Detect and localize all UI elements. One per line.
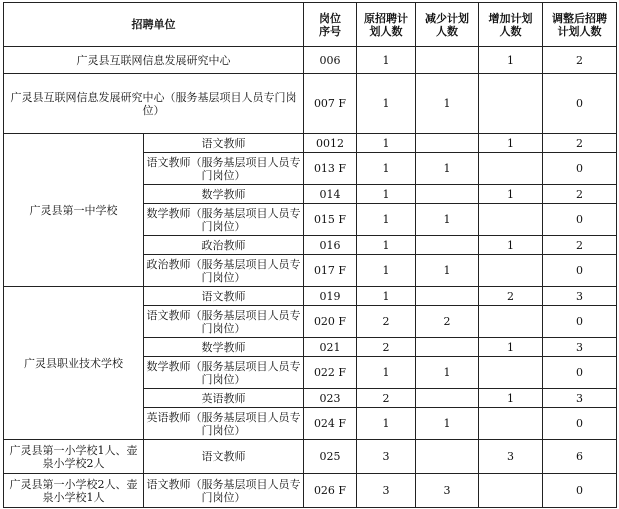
unit-cell: 广灵县互联网信息发展研究中心（服务基层项目人员专门岗位） bbox=[4, 74, 304, 134]
post-cell: 语文教师 bbox=[144, 440, 304, 474]
decrease-cell: 3 bbox=[416, 474, 479, 508]
adjusted-cell: 0 bbox=[543, 74, 617, 134]
table-row bbox=[4, 287, 617, 306]
increase-cell: 3 bbox=[479, 440, 543, 474]
header-unit: 招聘单位 bbox=[4, 3, 304, 47]
decrease-cell bbox=[416, 440, 479, 474]
decrease-cell bbox=[416, 287, 479, 306]
decrease-cell: 1 bbox=[416, 255, 479, 287]
adjusted-cell: 3 bbox=[543, 287, 617, 306]
post-cell: 英语教师（服务基层项目人员专门岗位） bbox=[144, 408, 304, 440]
adjusted-cell: 2 bbox=[543, 185, 617, 204]
table-row bbox=[4, 440, 617, 474]
increase-cell: 1 bbox=[479, 134, 543, 153]
post-cell: 语文教师 bbox=[144, 287, 304, 306]
post-cell: 语文教师（服务基层项目人员专门岗位） bbox=[144, 474, 304, 508]
code-cell: 013 F bbox=[304, 153, 357, 185]
unit-cell: 广灵县第一小学校2人、壶泉小学校1人 bbox=[4, 474, 144, 508]
decrease-cell: 1 bbox=[416, 74, 479, 134]
original-cell: 1 bbox=[357, 153, 416, 185]
header-original: 原招聘计 划人数 bbox=[357, 3, 416, 47]
decrease-cell bbox=[416, 185, 479, 204]
post-cell: 语文教师 bbox=[144, 134, 304, 153]
original-cell: 1 bbox=[357, 287, 416, 306]
code-cell: 007 F bbox=[304, 74, 357, 134]
code-cell: 015 F bbox=[304, 204, 357, 236]
adjusted-cell: 0 bbox=[543, 357, 617, 389]
adjusted-cell: 3 bbox=[543, 389, 617, 408]
original-cell: 1 bbox=[357, 236, 416, 255]
original-cell: 1 bbox=[357, 134, 416, 153]
header-increase: 增加计划 人数 bbox=[479, 3, 543, 47]
original-cell: 1 bbox=[357, 204, 416, 236]
decrease-cell bbox=[416, 47, 479, 74]
original-cell: 1 bbox=[357, 357, 416, 389]
increase-cell bbox=[479, 74, 543, 134]
post-cell: 语文教师（服务基层项目人员专门岗位） bbox=[144, 153, 304, 185]
table-row bbox=[4, 134, 617, 153]
header-row bbox=[4, 3, 617, 47]
header-post-code: 岗位 序号 bbox=[304, 3, 357, 47]
decrease-cell: 1 bbox=[416, 204, 479, 236]
original-cell: 2 bbox=[357, 306, 416, 338]
original-cell: 1 bbox=[357, 255, 416, 287]
increase-cell: 1 bbox=[479, 338, 543, 357]
original-cell: 3 bbox=[357, 474, 416, 508]
code-cell: 006 bbox=[304, 47, 357, 74]
header-adjusted: 调整后招聘 计划人数 bbox=[543, 3, 617, 47]
increase-cell: 1 bbox=[479, 236, 543, 255]
adjusted-cell: 2 bbox=[543, 134, 617, 153]
table-row bbox=[4, 47, 617, 74]
code-cell: 022 F bbox=[304, 357, 357, 389]
code-cell: 024 F bbox=[304, 408, 357, 440]
decrease-cell: 2 bbox=[416, 306, 479, 338]
original-cell: 2 bbox=[357, 389, 416, 408]
table-row bbox=[4, 74, 617, 134]
code-cell: 023 bbox=[304, 389, 357, 408]
increase-cell bbox=[479, 306, 543, 338]
code-cell: 020 F bbox=[304, 306, 357, 338]
post-cell: 数学教师（服务基层项目人员专门岗位） bbox=[144, 357, 304, 389]
decrease-cell bbox=[416, 338, 479, 357]
increase-cell: 1 bbox=[479, 47, 543, 74]
code-cell: 0012 bbox=[304, 134, 357, 153]
increase-cell bbox=[479, 408, 543, 440]
adjusted-cell: 0 bbox=[543, 153, 617, 185]
adjusted-cell: 0 bbox=[543, 204, 617, 236]
table-row bbox=[4, 474, 617, 508]
code-cell: 017 F bbox=[304, 255, 357, 287]
decrease-cell: 1 bbox=[416, 153, 479, 185]
decrease-cell: 1 bbox=[416, 357, 479, 389]
original-cell: 1 bbox=[357, 47, 416, 74]
post-cell: 数学教师 bbox=[144, 338, 304, 357]
unit-cell: 广灵县职业技术学校 bbox=[4, 287, 144, 440]
adjusted-cell: 0 bbox=[543, 474, 617, 508]
increase-cell bbox=[479, 153, 543, 185]
adjusted-cell: 3 bbox=[543, 338, 617, 357]
decrease-cell bbox=[416, 389, 479, 408]
unit-cell: 广灵县第一中学校 bbox=[4, 134, 144, 287]
increase-cell bbox=[479, 204, 543, 236]
increase-cell bbox=[479, 474, 543, 508]
code-cell: 014 bbox=[304, 185, 357, 204]
code-cell: 026 F bbox=[304, 474, 357, 508]
adjusted-cell: 2 bbox=[543, 47, 617, 74]
recruitment-adjustment-table bbox=[3, 2, 617, 508]
original-cell: 2 bbox=[357, 338, 416, 357]
code-cell: 019 bbox=[304, 287, 357, 306]
increase-cell: 1 bbox=[479, 185, 543, 204]
adjusted-cell: 0 bbox=[543, 306, 617, 338]
original-cell: 1 bbox=[357, 74, 416, 134]
unit-cell: 广灵县互联网信息发展研究中心 bbox=[4, 47, 304, 74]
decrease-cell bbox=[416, 236, 479, 255]
post-cell: 数学教师（服务基层项目人员专门岗位） bbox=[144, 204, 304, 236]
adjusted-cell: 0 bbox=[543, 255, 617, 287]
adjusted-cell: 6 bbox=[543, 440, 617, 474]
code-cell: 016 bbox=[304, 236, 357, 255]
decrease-cell: 1 bbox=[416, 408, 479, 440]
increase-cell bbox=[479, 255, 543, 287]
post-cell: 英语教师 bbox=[144, 389, 304, 408]
unit-cell: 广灵县第一小学校1人、壶泉小学校2人 bbox=[4, 440, 144, 474]
code-cell: 021 bbox=[304, 338, 357, 357]
original-cell: 1 bbox=[357, 185, 416, 204]
post-cell: 语文教师（服务基层项目人员专门岗位） bbox=[144, 306, 304, 338]
header-decrease: 减少计划 人数 bbox=[416, 3, 479, 47]
adjusted-cell: 2 bbox=[543, 236, 617, 255]
increase-cell: 2 bbox=[479, 287, 543, 306]
increase-cell bbox=[479, 357, 543, 389]
post-cell: 政治教师 bbox=[144, 236, 304, 255]
post-cell: 政治教师（服务基层项目人员专门岗位） bbox=[144, 255, 304, 287]
original-cell: 3 bbox=[357, 440, 416, 474]
post-cell: 数学教师 bbox=[144, 185, 304, 204]
decrease-cell bbox=[416, 134, 479, 153]
adjusted-cell: 0 bbox=[543, 408, 617, 440]
code-cell: 025 bbox=[304, 440, 357, 474]
increase-cell: 1 bbox=[479, 389, 543, 408]
original-cell: 1 bbox=[357, 408, 416, 440]
